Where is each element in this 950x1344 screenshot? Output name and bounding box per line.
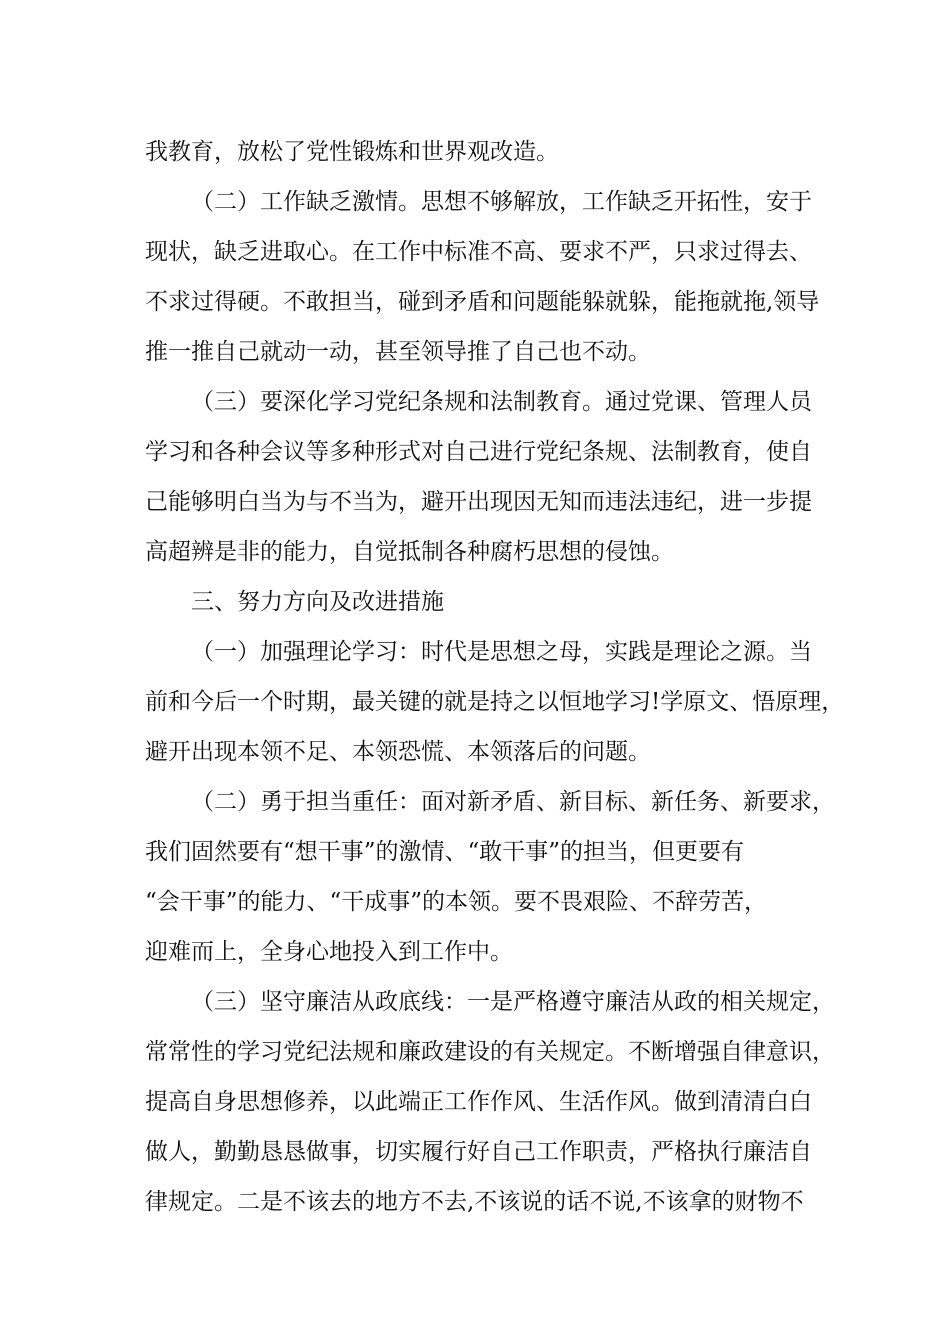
body-text-line: “会干事”的能力、“干成事”的本领。要不畏艰险、不辞劳苦， [145, 889, 768, 915]
body-text-line: 推一推自己就动一动，甚至领导推了自己也不动。 [145, 339, 651, 365]
body-text-line: 迎难而上，全身心地投入到工作中。 [145, 939, 513, 965]
body-text-line: 学习和各种会议等多种形式对自己进行党纪条规、法制教育，使自 [145, 439, 812, 465]
body-text-line: 我们固然要有“想干事”的激情、“敢干事”的担当，但更要有 [145, 839, 745, 865]
body-text-line: 避开出现本领不足、本领恐慌、本领落后的问题。 [145, 739, 651, 765]
body-text-line: 高超辨是非的能力，自觉抵制各种腐朽思想的侵蚀。 [145, 539, 674, 565]
section-heading: 三、努力方向及改进措施 [191, 589, 444, 615]
body-text-line: 常常性的学习党纪法规和廉政建设的有关规定。不断增强自律意识， [145, 1039, 835, 1065]
body-text-line: （三）坚守廉洁从政底线：一是严格遵守廉洁从政的相关规定， [191, 989, 835, 1015]
body-text-line: （二）勇于担当重任：面对新矛盾、新目标、新任务、新要求， [191, 789, 835, 815]
body-text-line: 做人，勤勤恳恳做事，切实履行好自己工作职责，严格执行廉洁自 [145, 1139, 812, 1165]
body-text-line: （一）加强理论学习：时代是思想之母，实践是理论之源。当 [191, 639, 812, 665]
body-text-line: （二）工作缺乏激情。思想不够解放，工作缺乏开拓性，安于 [191, 189, 812, 215]
body-text-line: 不求过得硬。不敢担当，碰到矛盾和问题能躲就躲，能拖就拖,领导 [145, 289, 820, 315]
body-text-line: 现状，缺乏进取心。在工作中标准不高、要求不严，只求过得去、 [145, 239, 812, 265]
body-text-line: 前和今后一个时期，最关键的就是持之以恒地学习!学原文、悟原理， [145, 689, 845, 715]
body-text-line: （三）要深化学习党纪条规和法制教育。通过党课、管理人员 [191, 389, 812, 415]
body-text-line: 律规定。二是不该去的地方不去,不该说的话不说,不该拿的财物不 [145, 1189, 804, 1215]
body-text-line: 己能够明白当为与不当为，避开出现因无知而违法违纪，进一步提 [145, 489, 812, 515]
body-text-line: 我教育，放松了党性锻炼和世界观改造。 [145, 139, 559, 165]
body-text-line: 提高自身思想修养，以此端正工作作风、生活作风。做到清清白白 [145, 1089, 812, 1115]
